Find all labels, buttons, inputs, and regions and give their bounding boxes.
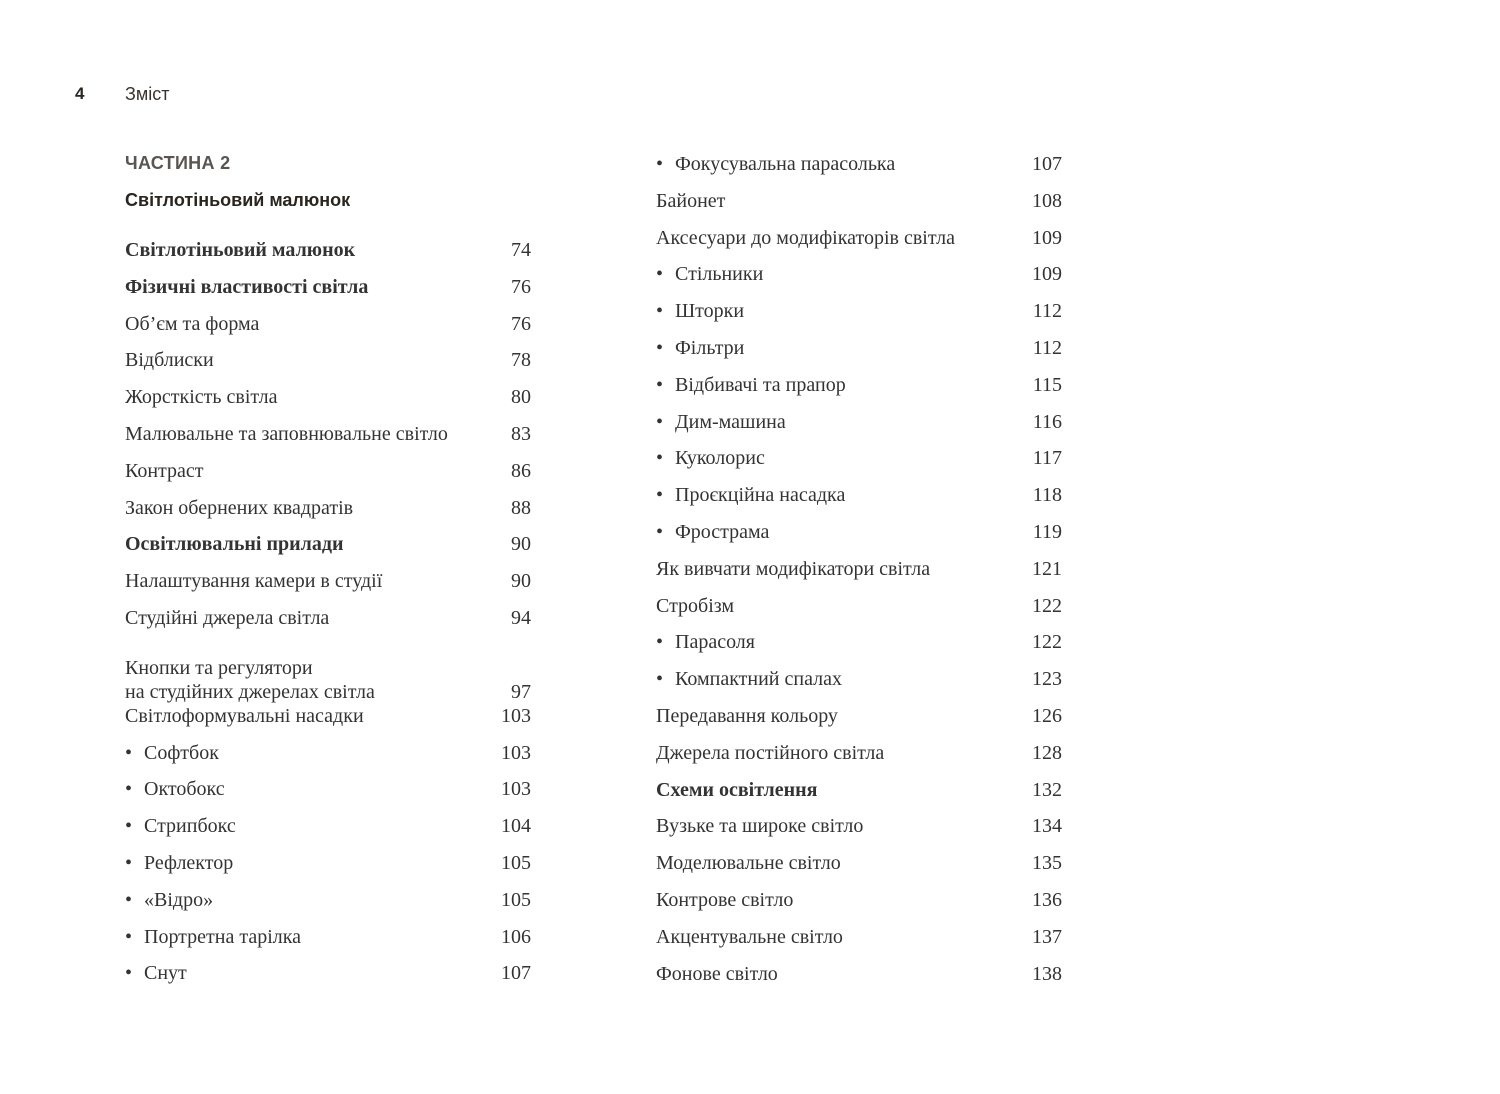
toc-entry-title: Відблиски	[125, 349, 214, 372]
toc-entry[interactable]	[656, 778, 1062, 802]
toc-entry-title: • Дим-машина	[656, 410, 1062, 434]
toc-entry-title	[125, 656, 531, 704]
toc-entry[interactable]	[656, 814, 1062, 838]
toc-entry-page-number: 103	[501, 741, 531, 764]
toc-entry-page-number: 86	[511, 459, 531, 482]
toc-entry-page-number: 103	[501, 778, 531, 801]
toc-entry-title: • Софтбок	[125, 741, 531, 765]
toc-entry-page-number: 123	[1032, 668, 1062, 691]
toc-entry-title: • Рефлектор	[125, 851, 531, 875]
toc-entry[interactable]	[656, 152, 1062, 176]
toc-entry-title: Передавання кольору	[656, 705, 838, 727]
toc-entry[interactable]	[125, 961, 531, 985]
toc-entry-title: Налаштування камери в студії	[125, 570, 383, 593]
toc-entry-title: Малювальне та заповнювальне світло	[125, 423, 448, 445]
toc-entry-title: • Октобокс	[125, 777, 531, 801]
toc-entry-title: • Портретна тарілка	[125, 925, 531, 949]
toc-entry-title: Акцентувальне світло	[656, 925, 843, 948]
toc-entry-title: Джерела постійного світла	[656, 741, 885, 764]
toc-entry-page-number: 105	[501, 888, 531, 911]
toc-entry[interactable]	[125, 888, 531, 912]
toc-entry-page-number: 83	[511, 423, 531, 445]
toc-entry[interactable]	[656, 741, 1062, 765]
toc-entry[interactable]	[656, 630, 1062, 654]
toc-entry-page-number: 78	[511, 349, 531, 372]
toc-entry[interactable]	[125, 656, 531, 704]
part-label: ЧАСТИНА 2	[125, 153, 231, 173]
toc-entry[interactable]	[125, 704, 531, 728]
toc-entry-title: • Снут	[125, 961, 531, 985]
toc-entry-title: Жорсткість світла	[125, 386, 278, 409]
toc-entry-page-number: 112	[1032, 337, 1062, 359]
toc-entry[interactable]	[125, 925, 531, 949]
toc-entry-title: Байонет	[656, 189, 726, 212]
toc-entry-title-line2: на студійних джерелах світла	[125, 680, 375, 703]
toc-entry-title: Схеми освітлення	[656, 778, 818, 801]
toc-entry[interactable]	[656, 520, 1062, 544]
toc-entry-title: Стробізм	[656, 594, 735, 617]
page-number: 4	[75, 84, 85, 103]
toc-entry-page-number: 119	[1032, 521, 1062, 543]
toc-entry[interactable]	[656, 446, 1062, 470]
toc-entry-page-number: 128	[1032, 741, 1062, 764]
toc-entry-page-number: 97	[511, 680, 531, 703]
toc-entry-page-number: 118	[1032, 484, 1062, 507]
toc-entry[interactable]	[125, 777, 531, 801]
toc-entry[interactable]	[656, 336, 1062, 360]
toc-entry-title: Світлоформувальні насадки	[125, 704, 364, 727]
toc-entry-page-number: 109	[1032, 263, 1062, 286]
toc-entry-title: Моделювальне світло	[656, 852, 841, 875]
toc-entry[interactable]	[125, 238, 531, 262]
toc-entry-page-number: 109	[1032, 226, 1062, 249]
toc-entry-title: • Фокусувальна парасолька	[656, 152, 1062, 176]
toc-entry[interactable]	[125, 275, 531, 299]
toc-entry-title: • Куколорис	[656, 446, 1062, 470]
toc-entry[interactable]	[125, 459, 531, 483]
toc-entry-title: • Компактний спалах	[656, 667, 1062, 691]
toc-entry[interactable]	[656, 189, 1062, 213]
toc-entry-title: Фонове світло	[656, 962, 778, 985]
toc-entry-title: Світлотіньовий малюнок	[125, 239, 356, 261]
toc-entry[interactable]	[125, 851, 531, 875]
toc-entry-page-number: 90	[511, 533, 531, 556]
toc-entry-page-number: 94	[511, 607, 531, 629]
toc-entry-title: Вузьке та широке світло	[656, 815, 864, 838]
toc-entry-page-number: 105	[501, 852, 531, 875]
toc-entry-page-number: 90	[511, 570, 531, 593]
toc-entry[interactable]	[656, 226, 1062, 250]
toc-entry-title: • Парасоля	[656, 630, 1062, 654]
toc-entry[interactable]	[656, 851, 1062, 875]
toc-entry[interactable]	[125, 814, 531, 838]
toc-entry[interactable]	[125, 496, 531, 520]
toc-entry-page-number: 121	[1032, 557, 1062, 580]
toc-entry-page-number: 112	[1032, 300, 1062, 323]
toc-entry-title: • Фрострама	[656, 520, 1062, 544]
running-header: Зміст	[125, 84, 170, 104]
toc-entry-page-number: 115	[1032, 373, 1062, 396]
toc-entry[interactable]	[125, 312, 531, 336]
toc-entry-title: Аксесуари до модифікаторів світла	[656, 226, 955, 249]
toc-entry-page-number: 80	[511, 386, 531, 409]
toc-entry-title: • Стільники	[656, 262, 1062, 286]
toc-entry-page-number: 135	[1032, 852, 1062, 875]
toc-entry-page-number: 76	[511, 312, 531, 335]
toc-entry[interactable]	[656, 594, 1062, 618]
toc-entry-page-number: 122	[1032, 594, 1062, 617]
toc-entry-page-number: 108	[1032, 189, 1062, 212]
toc-entry[interactable]	[125, 606, 531, 630]
toc-entry-title: Фізичні властивості світла	[125, 275, 369, 298]
toc-entry[interactable]	[656, 667, 1062, 691]
part-title: Світлотіньовий малюнок	[125, 190, 351, 210]
toc-entry-page-number: 117	[1032, 447, 1062, 470]
toc-entry-page-number: 137	[1032, 925, 1062, 948]
toc-entry[interactable]	[125, 422, 531, 446]
toc-entry-page-number: 136	[1032, 889, 1062, 911]
toc-entry[interactable]	[656, 925, 1062, 949]
toc-entry[interactable]	[125, 741, 531, 765]
toc-entry[interactable]	[656, 483, 1062, 507]
toc-entry-title: Контрове світло	[656, 889, 794, 911]
toc-entry-title: • Шторки	[656, 299, 1062, 323]
toc-entry-page-number: 107	[1032, 153, 1062, 175]
toc-entry[interactable]	[656, 299, 1062, 323]
toc-entry-page-number: 76	[511, 275, 531, 298]
toc-entry[interactable]	[656, 373, 1062, 397]
toc-entry[interactable]	[656, 888, 1062, 912]
toc-entry-title: Як вивчати модифікатори світла	[656, 557, 931, 580]
toc-entry-title: • Проєкційна насадка	[656, 483, 1062, 507]
toc-entry-page-number: 134	[1032, 815, 1062, 838]
toc-entry-title: Студійні джерела світла	[125, 607, 330, 629]
toc-entry[interactable]	[656, 557, 1062, 581]
toc-entry[interactable]	[125, 348, 531, 372]
toc-entry-title: • Фільтри	[656, 336, 1062, 360]
toc-entry[interactable]	[656, 262, 1062, 286]
toc-entry-title-line1: Кнопки та регулятори	[125, 656, 313, 679]
toc-entry-page-number: 122	[1032, 631, 1062, 654]
toc-entry-page-number: 106	[501, 925, 531, 948]
toc-entry-title: • Відбивачі та прапор	[656, 373, 1062, 397]
toc-entry-title: • «Відро»	[125, 888, 531, 912]
toc-entry[interactable]	[125, 569, 531, 593]
toc-entry[interactable]	[656, 410, 1062, 434]
toc-entry-title: Закон обернених квадратів	[125, 496, 354, 519]
toc-entry-title: • Стрипбокс	[125, 814, 531, 838]
toc-entry[interactable]	[125, 532, 531, 556]
toc-entry-page-number: 132	[1032, 778, 1062, 801]
toc-entry-title: Контраст	[125, 459, 204, 482]
toc-entry-page-number: 103	[501, 704, 531, 727]
toc-entry-title: Освітлювальні прилади	[125, 533, 344, 556]
toc-entry-page-number: 88	[511, 496, 531, 519]
toc-entry[interactable]	[656, 704, 1062, 728]
toc-entry-page-number: 116	[1032, 410, 1062, 433]
toc-entry-page-number: 104	[501, 815, 531, 838]
toc-entry[interactable]	[656, 962, 1062, 986]
toc-entry-page-number: 126	[1032, 705, 1062, 727]
toc-entry-title: Об’єм та форма	[125, 312, 260, 335]
toc-entry[interactable]	[125, 385, 531, 409]
toc-entry-page-number: 138	[1032, 962, 1062, 985]
toc-entry-page-number: 107	[501, 962, 531, 985]
toc-entry-page-number: 74	[511, 239, 531, 261]
